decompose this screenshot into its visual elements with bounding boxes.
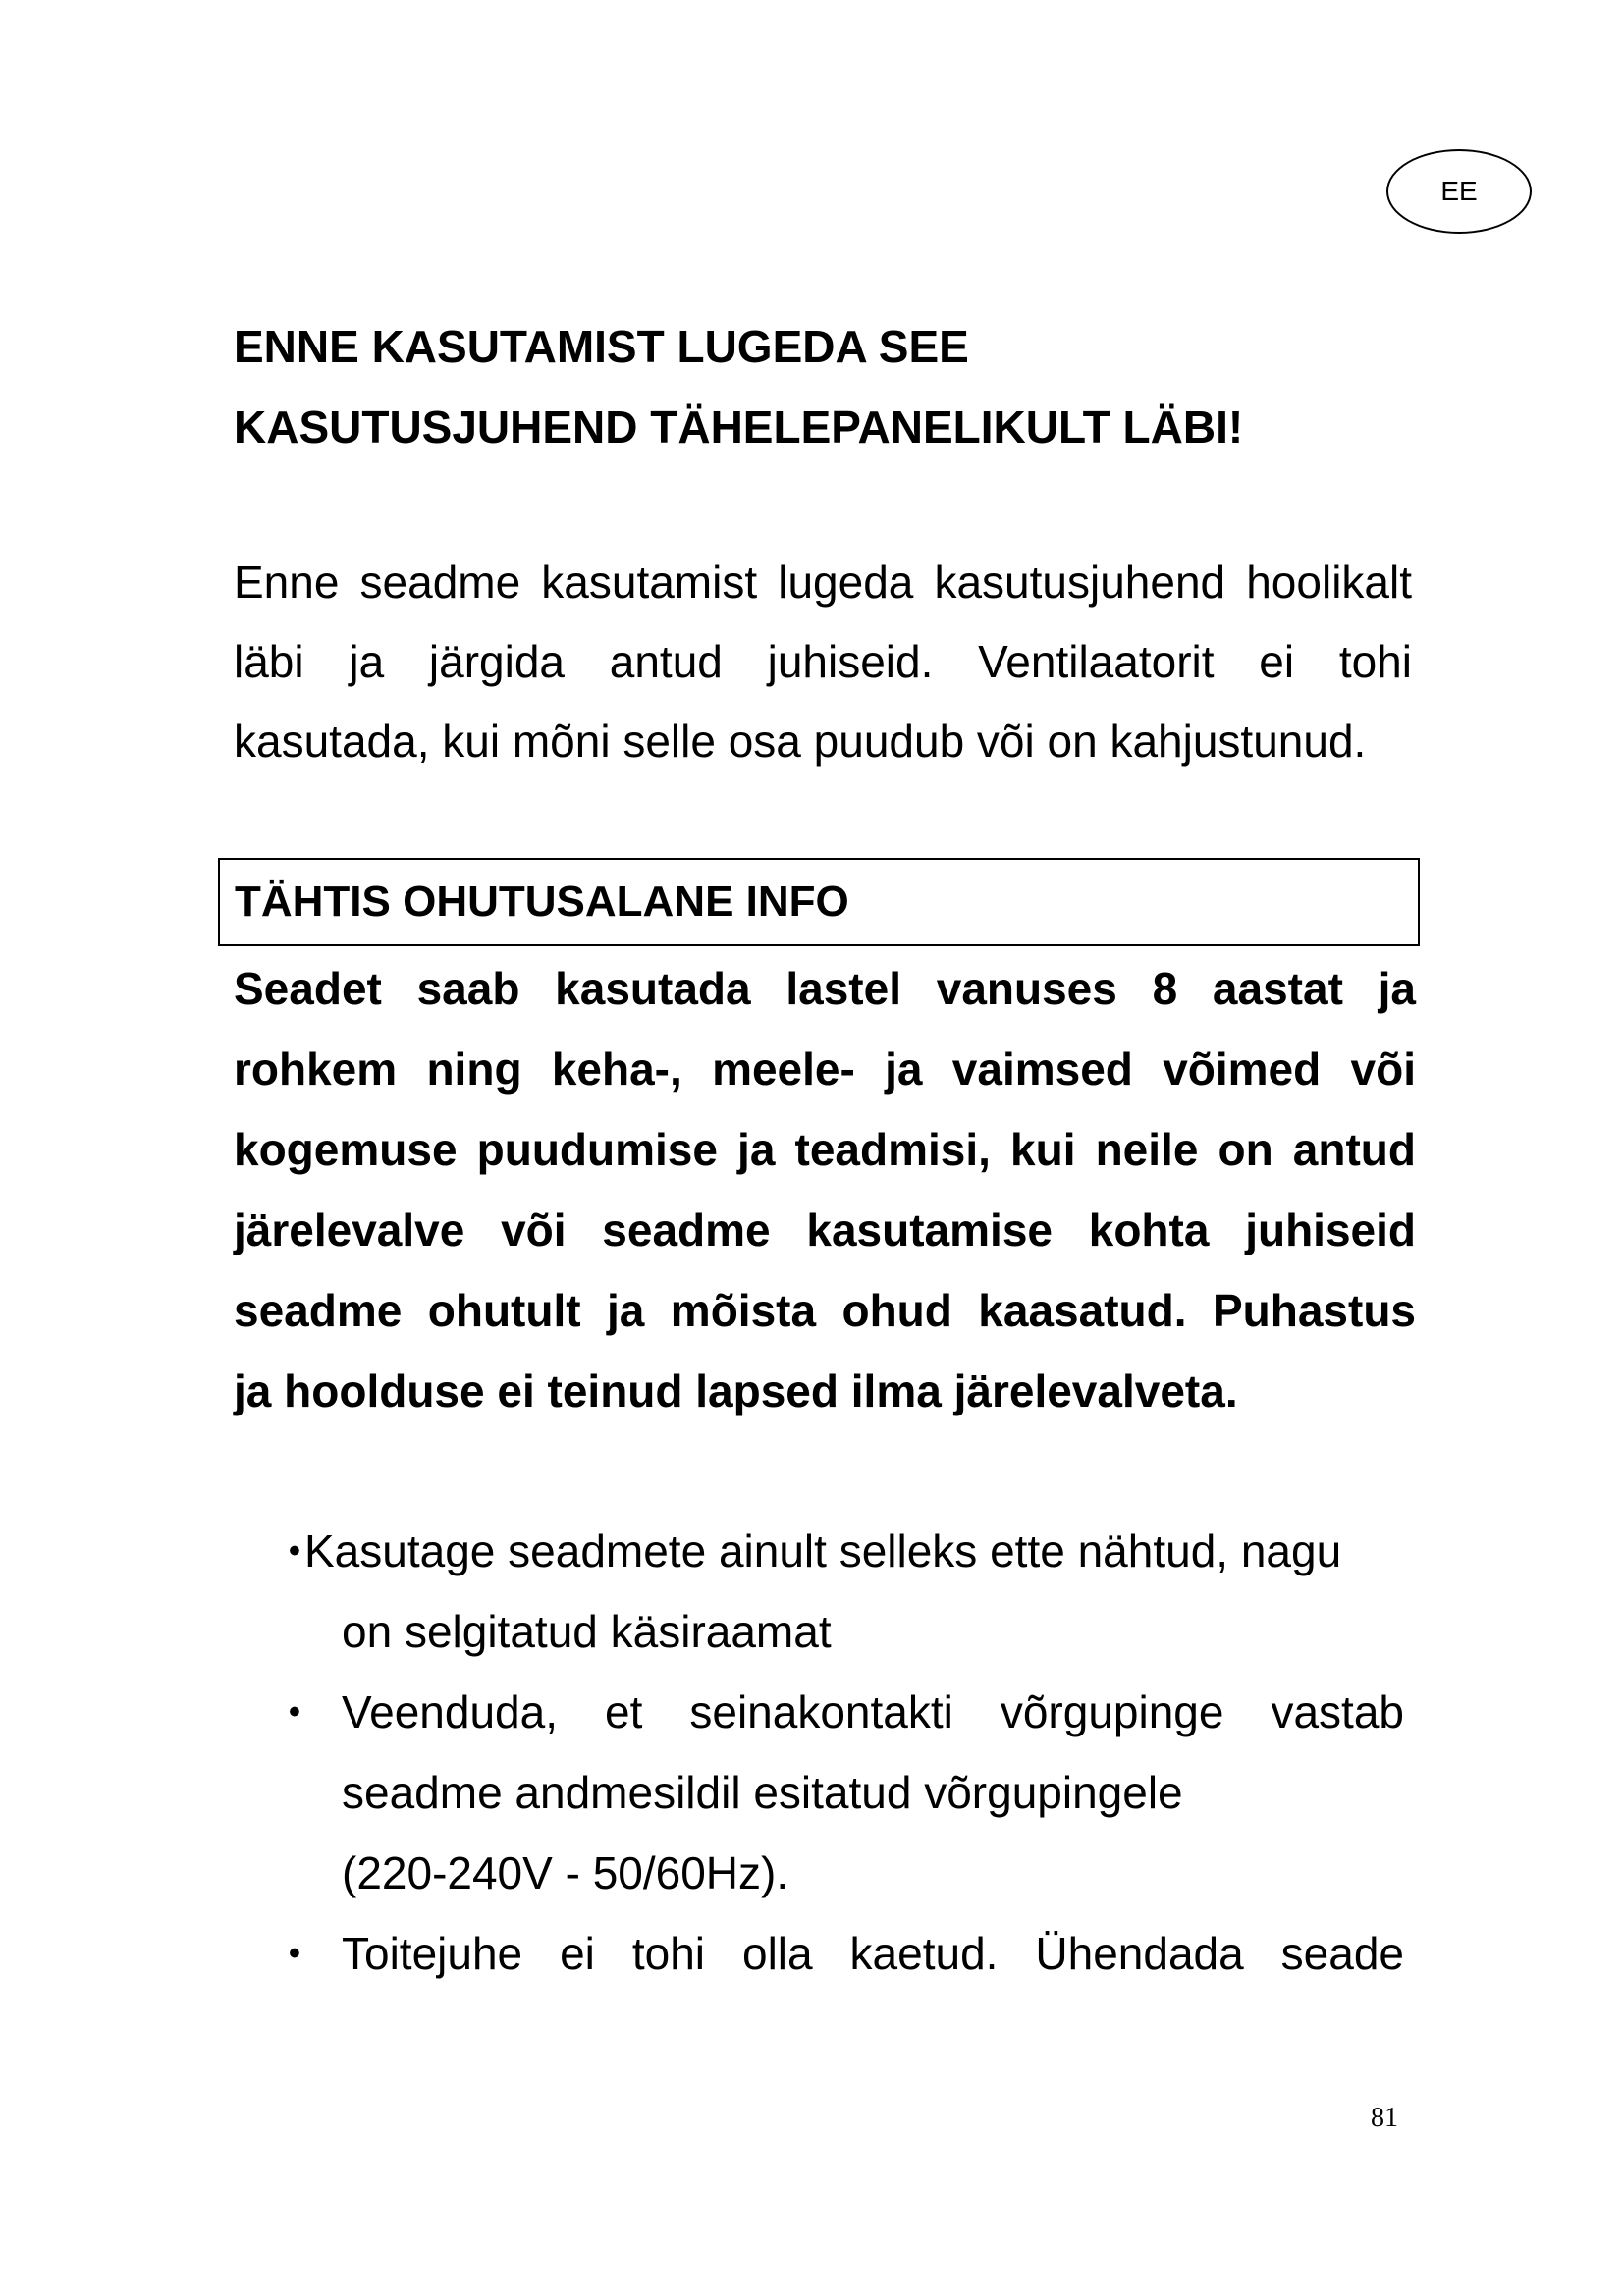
page-title: [234, 306, 1412, 467]
page-number: 81: [1371, 2103, 1398, 2133]
intro-line: Enne seadme kasutamist lugeda kasutusjuhend hoolikalt: [234, 557, 1412, 608]
safety-bullet-list: [275, 1511, 1404, 1994]
bullet-marker: •: [289, 1935, 300, 1972]
title-line: ENNE KASUTAMIST LUGEDA SEE: [234, 321, 969, 372]
bullet-marker: •: [289, 1693, 300, 1731]
bullet-line: seadme andmesildil esitatud võrgupingele: [342, 1767, 1183, 1818]
intro-line: kasutada, kui mõni selle osa puudub või on kahjustunud.: [234, 716, 1367, 767]
warning-line: kogemuse puudumise ja teadmisi, kui neile on antud: [234, 1124, 1416, 1175]
bullet-line: Kasutage seadmete ainult selleks ette nähtud, nagu: [304, 1525, 1342, 1576]
list-item: [275, 1511, 1404, 1672]
list-item: [275, 1672, 1404, 1913]
warning-line: ja hoolduse ei teinud lapsed ilma järelevalveta.: [234, 1365, 1238, 1416]
bullet-marker: •: [289, 1532, 300, 1570]
bullet-line: Veenduda, et seinakontakti võrgupinge vastab: [342, 1686, 1404, 1737]
warning-line: seadme ohutult ja mõista ohud kaasatud. Puhastus: [234, 1285, 1416, 1336]
safety-heading-box: [218, 858, 1420, 946]
list-item: [275, 1913, 1404, 1994]
intro-paragraph: [234, 543, 1412, 781]
warning-line: rohkem ning keha-, meele- ja vaimsed võimed või: [234, 1043, 1416, 1095]
bullet-line: Toitejuhe ei tohi olla kaetud. Ühendada seade: [342, 1928, 1404, 1979]
safety-heading: TÄHTIS OHUTUSALANE INFO: [235, 878, 849, 926]
language-badge: EE: [1386, 149, 1532, 234]
title-line: KASUTUSJUHEND TÄHELEPANELIKULT LÄBI!: [234, 401, 1244, 453]
warning-line: järelevalve või seadme kasutamise kohta juhiseid: [234, 1204, 1416, 1255]
warning-line: Seadet saab kasutada lastel vanuses 8 aastat ja: [234, 963, 1416, 1014]
bullet-line: (220-240V - 50/60Hz).: [342, 1847, 789, 1898]
intro-line: läbi ja järgida antud juhiseid. Ventilaatorit ei tohi: [234, 636, 1412, 687]
safety-warning-paragraph: [234, 948, 1416, 1431]
bullet-line: on selgitatud käsiraamat: [342, 1606, 832, 1657]
